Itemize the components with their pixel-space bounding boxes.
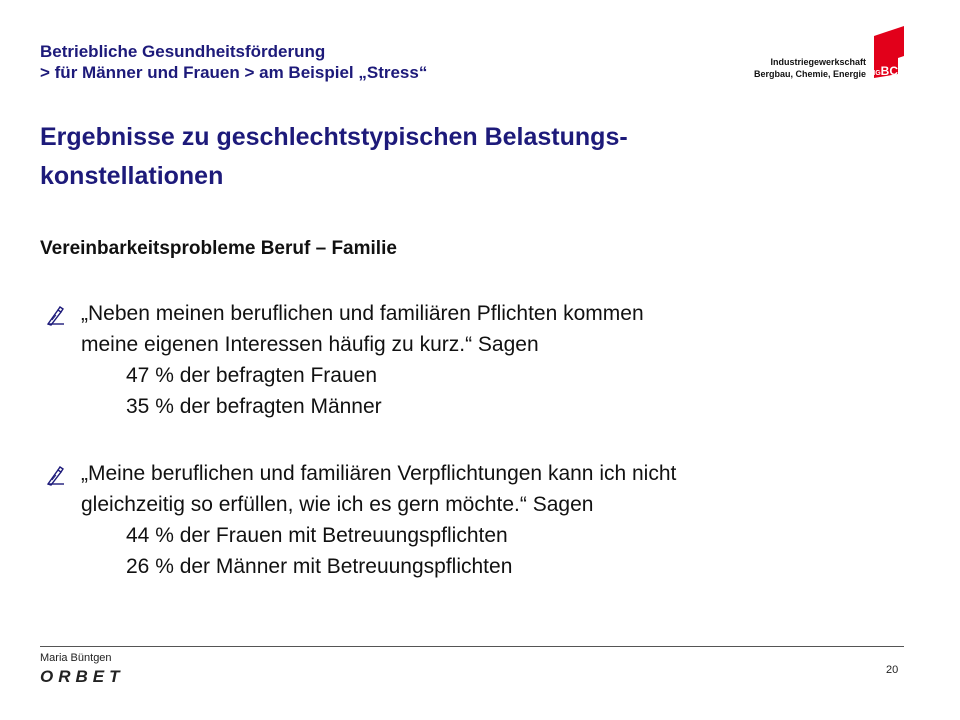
pen-icon [46, 306, 66, 326]
orbet-logo: ORBET [40, 667, 125, 686]
bullet-2-quote-line-1: „Meine beruflichen und familiären Verpflichtungen kann ich nicht [81, 462, 677, 485]
section-subtitle: Vereinbarkeitsprobleme Beruf – Familie [40, 238, 397, 259]
igbce-logo [750, 26, 910, 86]
footer-divider [40, 646, 904, 647]
title-line-1: Ergebnisse zu geschlechtstypischen Belastungs- [40, 123, 628, 151]
logo-abbr: BCE [880, 64, 906, 78]
bullet-2 [81, 458, 676, 582]
bullet-1-stat-1: 47 % der befragten Frauen [126, 364, 377, 387]
bullet-1-quote-line-2: meine eigenen Interessen häufig zu kurz.“ Sagen [81, 333, 539, 356]
bullet-1 [81, 298, 644, 422]
bullet-1-quote-line-1: „Neben meinen beruflichen und familiären Pflichten kommen [81, 302, 644, 325]
page-number: 20 [886, 664, 899, 676]
header-line-1: Betriebliche Gesundheitsförderung [40, 42, 326, 61]
bullet-1-stat-2: 35 % der befragten Männer [126, 395, 382, 418]
bullet-2-quote-line-2: gleichzeitig so erfüllen, wie ich es gern möchte.“ Sagen [81, 493, 594, 516]
bullet-2-stat-2: 26 % der Männer mit Betreuungspflichten [126, 555, 513, 578]
logo-line-2: Bergbau, Chemie, Energie [753, 69, 866, 79]
footer-author: Maria Büntgen [40, 652, 112, 664]
logo-line-1: Industriegewerkschaft [770, 57, 866, 67]
logo-abbr-small: IG [873, 70, 881, 77]
header-line-2: > für Männer und Frauen > am Beispiel „Stress“ [40, 63, 428, 82]
pen-icon [46, 466, 66, 486]
bullet-2-stat-1: 44 % der Frauen mit Betreuungspflichten [126, 524, 508, 547]
title-line-2: konstellationen [40, 162, 224, 190]
page-title [40, 118, 628, 196]
